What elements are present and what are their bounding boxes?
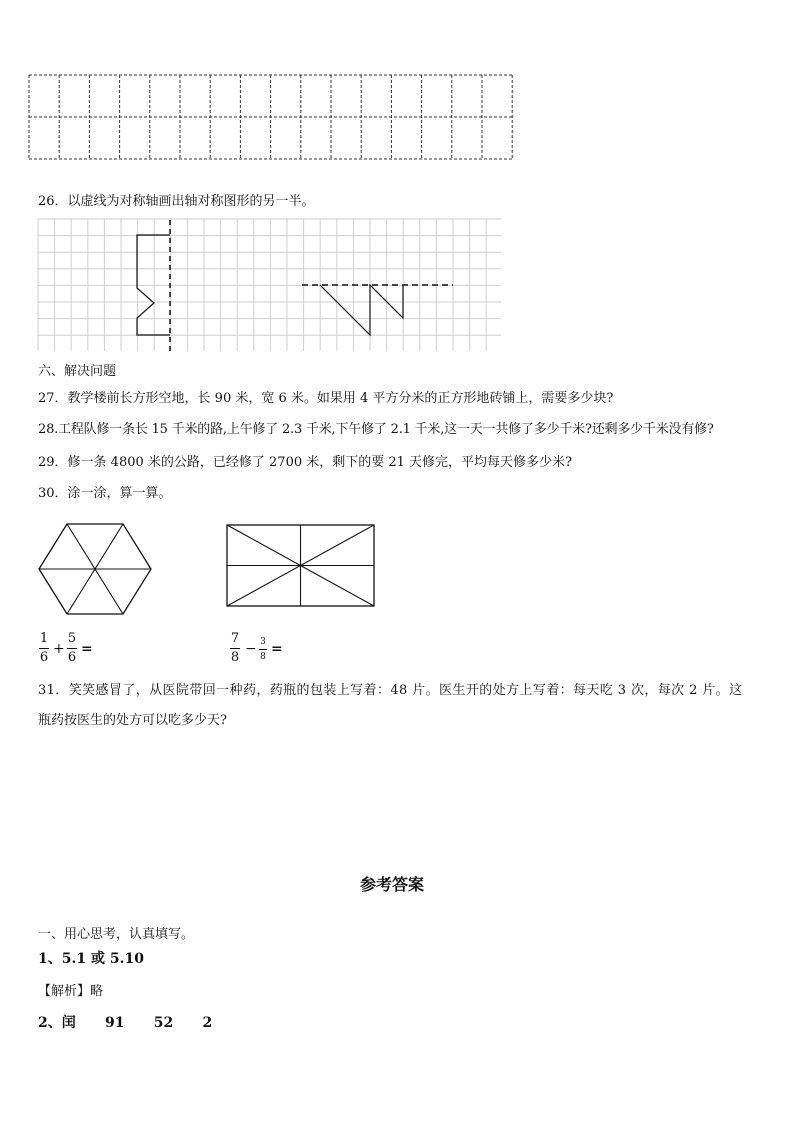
section-6-heading: 六、解决问题	[38, 364, 117, 379]
fraction-3-8: 3 8	[260, 637, 266, 662]
fraction-5-6: 5 6	[67, 631, 77, 665]
answers-section-1: 一、用心思考，认真填写。	[38, 927, 195, 942]
equals-sign: =	[271, 641, 283, 657]
question-27: 27．教学楼前长方形空地，长 90 米，宽 6 米。如果用 4 平方分米的正方形地砖铺上，需要多少块?	[38, 391, 614, 406]
writing-grid	[28, 74, 516, 162]
hexagon-figure	[38, 522, 154, 616]
symmetry-grid	[37, 218, 503, 354]
question-26: 26．以虚线为对称轴画出轴对称图形的另一半。	[38, 194, 315, 209]
answers-title: 参考答案	[360, 875, 425, 894]
question-31-line-2: 瓶药按医生的处方可以吃多少天?	[38, 713, 227, 728]
question-30: 30．涂一涂，算一算。	[38, 486, 172, 501]
answer-1: 1、5.1 或 5.10	[38, 951, 144, 967]
question-28: 28.工程队修一条长 15 千米的路,上午修了 2.3 千米,下午修了 2.1 千米,这一天一共修了多少千米?还剩多少千米没有修?	[38, 422, 714, 437]
fraction-7-8: 7 8	[230, 631, 240, 665]
fraction-1-6: 1 6	[39, 631, 49, 665]
top-half-shape	[320, 285, 403, 335]
minus-sign: −	[245, 641, 257, 657]
question-29: 29．修一条 4800 米的公路，已经修了 2700 米，剩下的要 21 天修完，平均每天修多少米?	[38, 455, 573, 470]
answer-1-note: 【解析】略	[38, 984, 104, 999]
plus-sign: +	[53, 641, 65, 657]
answer-2: 2、闰 91 52 2	[38, 1015, 213, 1031]
rectangle-figure	[226, 524, 376, 608]
question-31-line-1: 31．笑笑感冒了，从医院带回一种药，药瓶的包装上写着：48 片。医生开的处方上写着：每天吃 3 次，每次 2 片。这	[38, 683, 743, 698]
equals-sign: =	[81, 641, 93, 657]
